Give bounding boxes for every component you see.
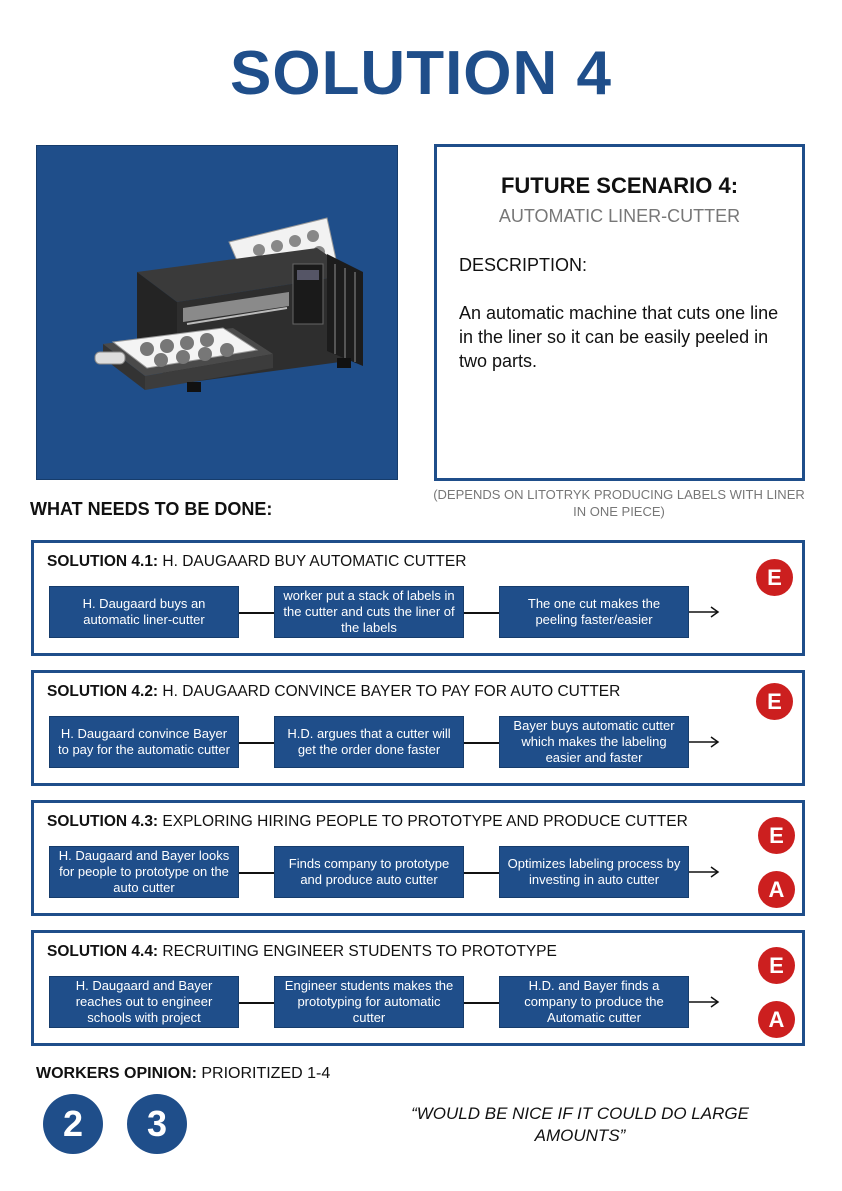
scenario-card (434, 144, 805, 481)
solution-title (47, 943, 557, 961)
what-needs-heading: WHAT NEEDS TO BE DONE: (30, 499, 273, 519)
depends-note: (DEPENDS ON LITOTRYK PRODUCING LABELS WITH LINER IN ONE PIECE) (433, 487, 805, 519)
solution-name: H. DAUGAARD CONVINCE BAYER TO PAY FOR AUTO CUTTER (162, 683, 621, 700)
solution-4-1 (31, 540, 805, 656)
solution-4-4 (31, 930, 805, 1046)
connector (239, 872, 274, 874)
step-3: Optimizes labeling process by investing in auto cutter (499, 846, 689, 898)
solution-label: SOLUTION 4.3: (47, 813, 159, 830)
connector (464, 742, 499, 744)
printer-illustration (37, 146, 399, 481)
workers-label: WORKERS OPINION: (36, 1065, 197, 1082)
step-1: H. Daugaard and Bayer reaches out to engineer schools with project (49, 976, 239, 1028)
solution-name: EXPLORING HIRING PEOPLE TO PROTOTYPE AND PRODUCE CUTTER (162, 813, 688, 830)
step-2: worker put a stack of labels in the cutter and cuts the liner of the labels (274, 586, 464, 638)
rank-badge: 3 (127, 1094, 187, 1154)
badge-e: E (756, 559, 793, 596)
connector (464, 872, 499, 874)
step-2: H.D. argues that a cutter will get the order done faster (274, 716, 464, 768)
description-label: DESCRIPTION: (459, 255, 588, 275)
badge-a: A (758, 1001, 795, 1038)
step-2: Finds company to prototype and produce auto cutter (274, 846, 464, 898)
worker-quote: “WOULD BE NICE IF IT COULD DO LARGE AMOUNTS” (411, 1104, 749, 1145)
label-cutter-machine-image (36, 145, 398, 480)
solution-label: SOLUTION 4.1: (47, 553, 159, 570)
solution-title (47, 683, 620, 701)
step-2: Engineer students makes the prototyping for automatic cutter (274, 976, 464, 1028)
solution-name: H. DAUGAARD BUY AUTOMATIC CUTTER (162, 553, 467, 570)
step-1: H. Daugaard buys an automatic liner-cutter (49, 586, 239, 638)
connector (239, 612, 274, 614)
solution-label: SOLUTION 4.2: (47, 683, 159, 700)
badge-a: A (758, 871, 795, 908)
connector (464, 612, 499, 614)
scenario-title: FUTURE SCENARIO 4: (500, 173, 739, 198)
badge-e: E (756, 683, 793, 720)
arrow-right-icon (689, 606, 721, 618)
connector (464, 1002, 499, 1004)
step-3: The one cut makes the peeling faster/easier (499, 586, 689, 638)
badge-e: E (758, 817, 795, 854)
arrow-right-icon (689, 866, 721, 878)
connector (239, 1002, 274, 1004)
badge-e: E (758, 947, 795, 984)
arrow-right-icon (689, 996, 721, 1008)
step-3: H.D. and Bayer finds a company to produce the Automatic cutter (499, 976, 689, 1028)
connector (239, 742, 274, 744)
solution-title (47, 553, 466, 571)
solution-4-3 (31, 800, 805, 916)
workers-opinion (36, 1065, 330, 1083)
solution-label: SOLUTION 4.4: (47, 943, 159, 960)
arrow-right-icon (689, 736, 721, 748)
solution-name: RECRUITING ENGINEER STUDENTS TO PROTOTYPE (162, 943, 557, 960)
scenario-subtitle: AUTOMATIC LINER-CUTTER (498, 206, 741, 226)
description-text: An automatic machine that cuts one line in the liner so it can be easily peeled in two parts. (459, 303, 779, 371)
solution-4-2 (31, 670, 805, 786)
step-1: H. Daugaard and Bayer looks for people to prototype on the auto cutter (49, 846, 239, 898)
step-1: H. Daugaard convince Bayer to pay for the automatic cutter (49, 716, 239, 768)
solution-title (47, 813, 688, 831)
page-title: SOLUTION 4 (229, 39, 613, 108)
step-3: Bayer buys automatic cutter which makes the labeling easier and faster (499, 716, 689, 768)
rank-badge: 2 (43, 1094, 103, 1154)
workers-value: PRIORITIZED 1-4 (201, 1065, 331, 1082)
